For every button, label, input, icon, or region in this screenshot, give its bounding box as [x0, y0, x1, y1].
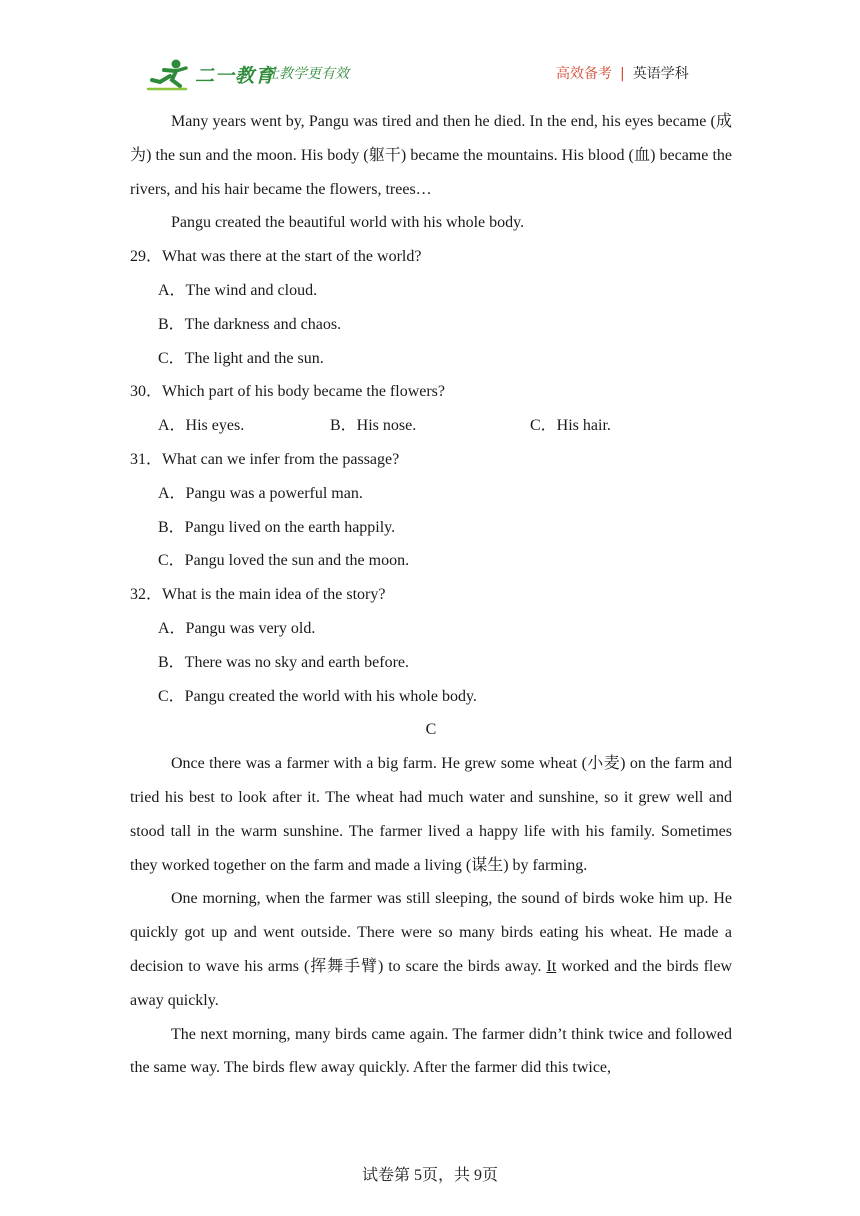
question-30-option-b: B．His nose.	[330, 417, 417, 435]
question-30-option-a: A．His eyes.	[158, 417, 245, 435]
runner-logo-icon	[146, 58, 192, 92]
header-slogan: 让教学更有效	[265, 66, 349, 82]
paragraph-text: worked and the birds flew away quickly.	[130, 957, 733, 1009]
question-30-option-c: C．His hair.	[530, 417, 611, 435]
header-tag: 高效备考	[556, 66, 612, 82]
page-content	[130, 105, 732, 1085]
header-separator: |	[620, 66, 625, 82]
question-31-stem: 31．What can we infer from the passage?	[130, 450, 400, 468]
question-31-option-a: A．Pangu was a powerful man.	[158, 484, 363, 502]
section-c-heading: C	[425, 721, 437, 739]
logo-text: 二一教育	[195, 65, 276, 87]
page-footer: 试卷第 5页，共 9页	[361, 1167, 498, 1184]
question-32-option-b: B．There was no sky and earth before.	[158, 653, 410, 671]
header-subject: 英语学科	[632, 66, 689, 82]
passage-paragraph: The next morning, many birds came again. The farmer didn’t think twice and followed the same way. The birds flew away quickly. After the farmer did this twice,	[130, 1025, 732, 1077]
question-29-option-b: B．The darkness and chaos.	[158, 315, 342, 333]
underlined-word: It	[546, 957, 557, 975]
passage-paragraph: Pangu created the beautiful world with his whole body.	[171, 214, 525, 232]
question-31-option-b: B．Pangu lived on the earth happily.	[158, 518, 396, 536]
paragraph-text: One morning, when the farmer was still sleeping, the sound of birds woke him up. He quickly got up and went outside. There were so many birds eating his wheat. He made a decision to wave his arms (挥舞手臂) to scare the birds away.	[130, 890, 732, 975]
question-31-option-c: C．Pangu loved the sun and the moon.	[158, 552, 410, 570]
question-29-stem: 29．What was there at the start of the world?	[130, 248, 422, 266]
question-32-option-c: C．Pangu created the world with his whole body.	[158, 687, 477, 705]
passage-paragraph: Once there was a farmer with a big farm. He grew some wheat (小麦) on the farm and tried his best to look after it. The wheat had much water and sunshine, so it grew well and stood tall in the warm sunshine. The farmer lived a happy life with his family. Sometimes they worked together on the farm and made a living (谋生) by farming.	[130, 755, 732, 874]
passage-paragraph	[130, 882, 732, 1017]
question-32-option-a: A．Pangu was very old.	[158, 619, 316, 637]
passage-paragraph: Many years went by, Pangu was tired and then he died. In the end, his eyes became (成为) the sun and the moon. His body (躯干) became the mountains. His blood (血) became the rivers, and his hair became the flowers, trees…	[130, 113, 732, 198]
question-30-stem: 30．Which part of his body became the flowers?	[130, 383, 446, 401]
question-30-options	[130, 409, 732, 443]
header-right	[556, 63, 689, 83]
page-header	[0, 0, 860, 100]
question-29-option-a: A．The wind and cloud.	[158, 281, 318, 299]
question-29-option-c: C．The light and the sun.	[158, 349, 324, 367]
question-32-stem: 32．What is the main idea of the story?	[130, 586, 386, 604]
